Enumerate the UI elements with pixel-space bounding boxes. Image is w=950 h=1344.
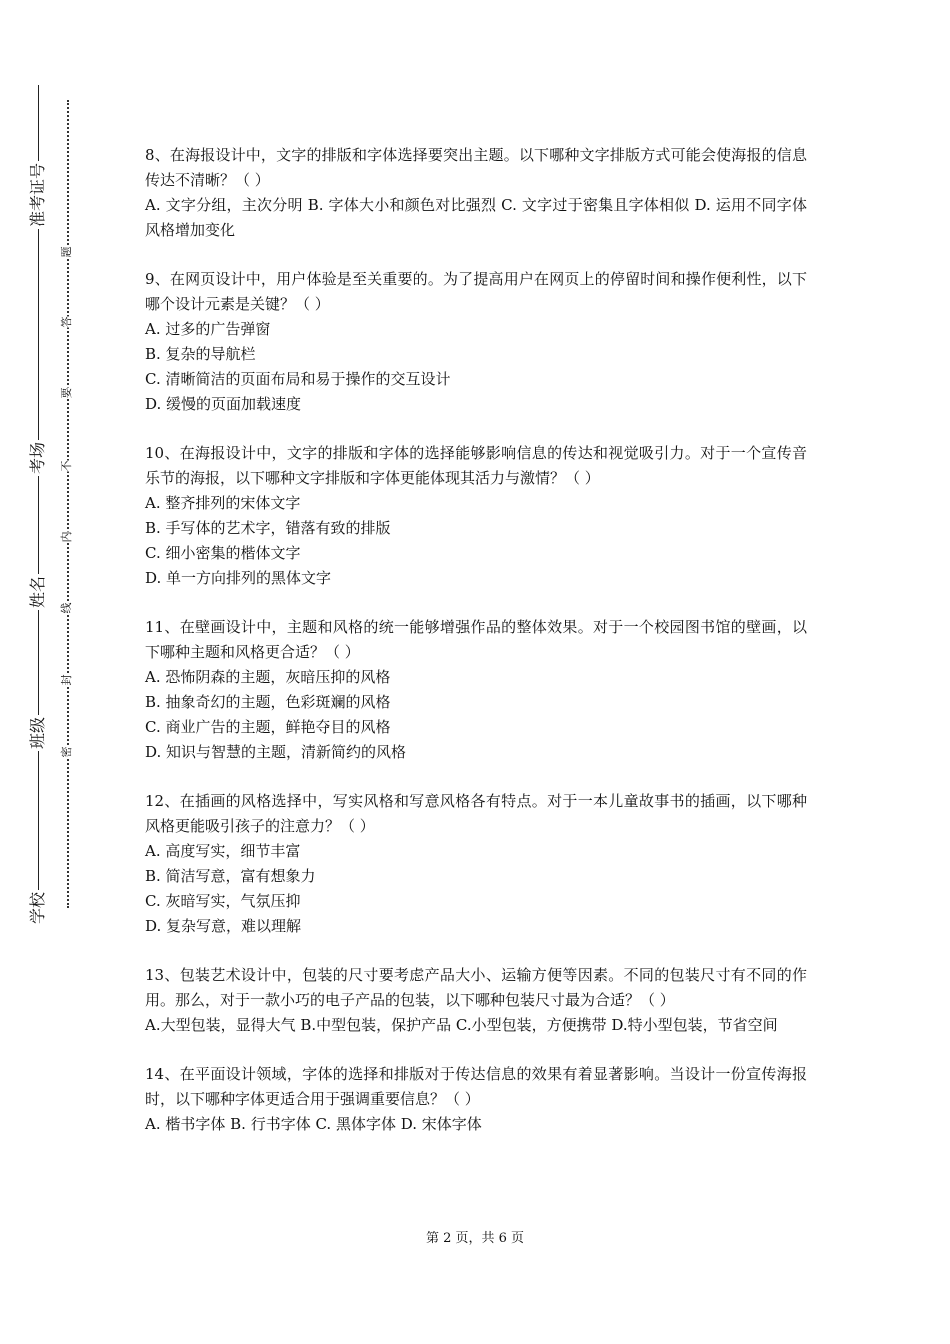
option-a: A. 高度写实，细节丰富	[145, 842, 301, 860]
question-stem: 9、在网页设计中，用户体验是至关重要的。为了提高用户在网页上的停留时间和操作便利性，以下哪个设计元素是关键？（ ）	[145, 270, 807, 313]
question-stem: 13、包装艺术设计中，包装的尺寸要考虑产品大小、运输方便等因素。不同的包装尺寸有不同的作用。那么，对于一款小巧的电子产品的包装，以下哪种包装尺寸最为合适？（ ）	[145, 966, 807, 1009]
seal-char: 要	[60, 387, 73, 399]
question-13	[145, 963, 807, 1038]
question-stem: 12、在插画的风格选择中，写实风格和写意风格各有特点。对于一本儿童故事书的插画，以下哪种风格更能吸引孩子的注意力？（ ）	[145, 792, 807, 835]
school-label: 学校	[28, 891, 47, 925]
question-stem: 10、在海报设计中，文字的排版和字体的选择能够影响信息的传达和视觉吸引力。对于一个宣传音乐节的海报，以下哪种文字排版和字体更能体现其活力与激情？（ ）	[145, 444, 807, 487]
seal-char: 线	[60, 602, 73, 614]
option-c: C. 灰暗写实，气氛压抑	[145, 892, 301, 910]
option-b: B. 手写体的艺术字，错落有致的排版	[145, 519, 391, 537]
question-options: A. 楷书字体 B. 行书字体 C. 黑体字体 D. 宋体字体	[145, 1115, 482, 1133]
seal-char: 封	[60, 674, 73, 686]
option-c: C. 商业广告的主题，鲜艳夺目的风格	[145, 718, 391, 736]
seal-char: 题	[60, 246, 73, 258]
option-d: D. 复杂写意，难以理解	[145, 917, 302, 935]
question-list	[145, 143, 807, 1161]
option-a: A. 整齐排列的宋体文字	[145, 494, 301, 512]
seal-char: 密	[60, 746, 73, 758]
question-stem: 14、在平面设计领域，字体的选择和排版对于传达信息的效果有着显著影响。当设计一份宣传海报时，以下哪种字体更适合用于强调重要信息？（ ）	[145, 1065, 807, 1108]
option-a: A. 过多的广告弹窗	[145, 320, 271, 338]
option-b: B. 抽象奇幻的主题，色彩斑斓的风格	[145, 693, 391, 711]
option-d: D. 单一方向排列的黑体文字	[145, 569, 332, 587]
question-8	[145, 143, 807, 243]
question-stem: 11、在壁画设计中，主题和风格的统一能够增强作品的整体效果。对于一个校园图书馆的壁画，以下哪种主题和风格更合适？（ ）	[145, 618, 807, 661]
option-a: A. 恐怖阴森的主题，灰暗压抑的风格	[145, 668, 391, 686]
name-label: 姓名	[28, 575, 47, 609]
option-d: D. 缓慢的页面加载速度	[145, 395, 302, 413]
question-11	[145, 615, 807, 765]
question-10	[145, 441, 807, 591]
seal-char: 内	[60, 531, 73, 543]
question-14	[145, 1062, 807, 1137]
option-b: B. 简洁写意，富有想象力	[145, 867, 316, 885]
seal-char: 不	[60, 460, 73, 472]
option-b: B. 复杂的导航栏	[145, 345, 256, 363]
option-d: D. 知识与智慧的主题，清新简约的风格	[145, 743, 407, 761]
question-12	[145, 789, 807, 939]
seal-char: 答	[60, 316, 73, 328]
margin-dotted-line	[67, 100, 69, 908]
class-label: 班级	[28, 716, 47, 750]
page-number: 第 2 页，共 6 页	[425, 1231, 525, 1246]
option-c: C. 细小密集的楷体文字	[145, 544, 301, 562]
question-9	[145, 267, 807, 417]
option-c: C. 清晰简洁的页面布局和易于操作的交互设计	[145, 370, 451, 388]
question-options: A. 文字分组，主次分明 B. 字体大小和颜色对比强烈 C. 文字过于密集且字体相似 D. 运用不同字体风格增加变化	[145, 196, 807, 239]
admission-number-label: 准考证号	[28, 162, 47, 228]
question-stem: 8、在海报设计中，文字的排版和字体选择要突出主题。以下哪种文字排版方式可能会使海报的信息传达不清晰？（ ）	[145, 146, 807, 189]
exam-room-label: 考场	[28, 441, 47, 475]
question-options: A.大型包装，显得大气 B.中型包装，保护产品 C.小型包装，方便携带 D.特小型包装，节省空间	[145, 1016, 778, 1034]
